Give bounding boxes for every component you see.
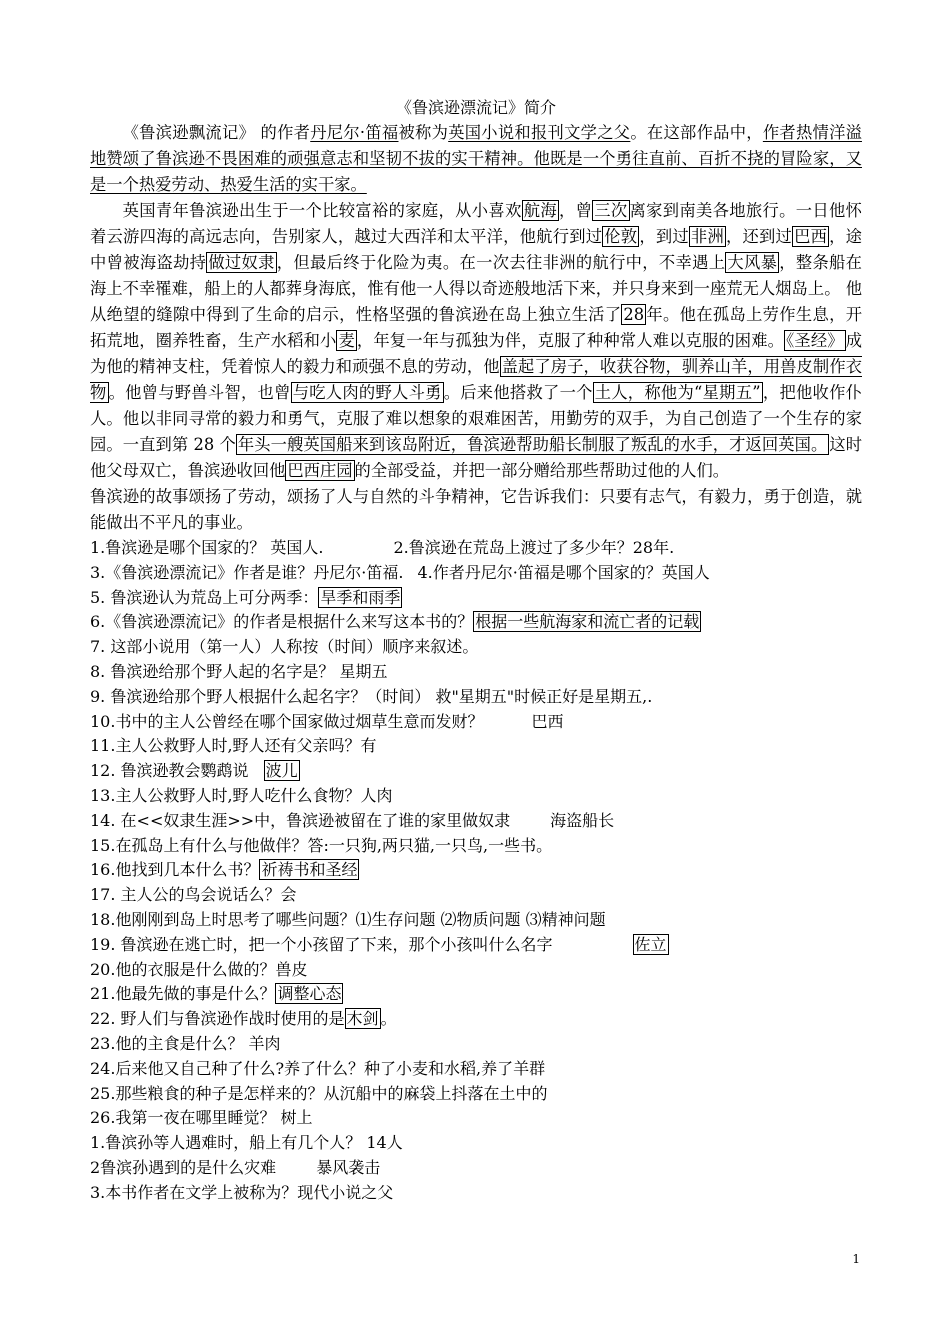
qa-line — [90, 1007, 862, 1032]
qa-text: 1.鲁滨孙等人遇难时，船上有几个人？ 14人 — [90, 1133, 403, 1153]
qa-text: 9. 鲁滨逊给那个野人根据什么起名字？（时间） 救"星期五"时候正好是星期五,. — [90, 686, 653, 706]
underlined-text: 英国小说和报刊文学之父 — [448, 123, 631, 142]
qa-line — [90, 759, 862, 784]
qa-line — [90, 610, 862, 635]
text: 《鲁滨逊飘流记》 的作者 — [122, 123, 311, 142]
text: 。在这部作品中， — [630, 123, 763, 142]
qa-boxed-answer: 旱季和雨季 — [320, 587, 401, 607]
qa-boxed-answer: 祈祷书和圣经 — [261, 860, 358, 880]
qa-line — [90, 561, 862, 586]
underlined-text: 丹尼尔·笛福 — [310, 123, 399, 142]
qa-text: 8. 鲁滨逊给那个野人起的名字是？ 星期五 — [90, 661, 388, 681]
qa-text: 25.那些粮食的种子是怎样来的？从沉船中的麻袋上抖落在土中的 — [90, 1083, 548, 1103]
text: ，曾 — [558, 201, 593, 220]
boxed-text: 土人，称他为“星期五” — [594, 383, 761, 402]
qa-text: 2鲁滨孙遇到的是什么灾难 — [90, 1157, 277, 1177]
qa-text: 15.在孤岛上有什么与他做伴？答:一只狗,两只猫,一只鸟,一些书。 — [90, 835, 553, 855]
underlined-text: 作者热情洋溢地赞颂了鲁滨逊不畏困难的顽强意志和坚韧不拔的实干精神。他既是一个勇往直前、百折不挠的冒险家，又是一个热爱劳动、热爱生活的实干家。 — [90, 123, 862, 194]
qa-line — [90, 908, 862, 933]
qa-text: 26.我第一夜在哪里睡觉？ 树上 — [90, 1108, 313, 1128]
text: 这时他父母双亡，鲁滨逊收回他 — [90, 435, 862, 480]
qa-line — [90, 1032, 862, 1057]
text: 年。他在孤岛上劳作生息，开拓荒地，圈养牲畜，生产水稻和小 — [90, 305, 862, 350]
boxed-text: 《圣经》 — [786, 331, 844, 350]
intro-paragraph-1 — [90, 120, 862, 198]
qa-line — [90, 784, 862, 809]
qa-text: 3.《鲁滨逊漂流记》作者是谁？丹尼尔·笛福. — [90, 562, 404, 582]
boxed-text: 与吃人肉的野人斗勇 — [292, 383, 442, 402]
qa-text: 暴风袭击 — [316, 1157, 381, 1177]
qa-text: 23.他的主食是什么？ 羊肉 — [90, 1033, 281, 1053]
text: ，但最后终于化险为夷。在一次去往非洲的航行中，不幸遇上 — [276, 253, 726, 272]
qa-line — [90, 834, 862, 859]
qa-text: 20.他的衣服是什么做的？兽皮 — [90, 959, 308, 979]
qa-text: 18.他刚刚到岛上时思考了哪些问题？⑴生存问题 ⑵物质问题 ⑶精神问题 — [90, 909, 606, 929]
qa-line — [90, 883, 862, 908]
qa-line — [90, 586, 862, 611]
qa-text: 13.主人公救野人时,野人吃什么食物？人肉 — [90, 785, 393, 805]
boxed-text: 28 — [623, 305, 645, 324]
qa-text: 6.《鲁滨逊漂流记》的作者是根据什么来写这本书的？ — [90, 612, 474, 632]
qa-text: 巴西 — [531, 711, 564, 731]
boxed-text: 伦敦 — [604, 227, 638, 246]
qa-line — [90, 1181, 862, 1206]
boxed-text: 做过奴隶 — [208, 253, 275, 272]
qa-text: 21.他最先做的事是什么？ — [90, 984, 276, 1004]
qa-line — [90, 1106, 862, 1131]
text: 英国青年鲁滨逊出生于一个比较富裕的家庭，从小喜欢 — [122, 201, 522, 220]
qa-text: 1.鲁滨逊是哪个国家的？ 英国人. — [90, 538, 324, 557]
qa-boxed-answer: 根据一些航海家和流亡者的记载 — [475, 612, 700, 632]
qa-line — [90, 536, 862, 561]
qa-line — [90, 660, 862, 685]
boxed-text: 大风暴 — [727, 253, 778, 272]
page-number: 1 — [852, 1252, 860, 1266]
qa-line — [90, 1057, 862, 1082]
intro-paragraph-3: 鲁滨逊的故事颂扬了劳动，颂扬了人与自然的斗争精神，它告诉我们：只要有志气，有毅力，勇于创造，就能做出不平凡的事业。 — [90, 487, 862, 532]
qa-line — [90, 958, 862, 983]
text: 。他曾与野兽斗智，也曾 — [108, 383, 291, 402]
qa-line — [90, 734, 862, 759]
text: 的全部受益，并把一部分赠给那些帮助过他的人们。 — [354, 461, 730, 480]
qa-text: 22. 野人们与鲁滨逊作战时使用的是 — [90, 1009, 345, 1029]
qa-text: 海盗船长 — [550, 810, 615, 830]
qa-line — [90, 710, 862, 735]
qa-boxed-answer: 木剑 — [346, 1009, 379, 1029]
qa-text: 12. 鲁滨逊教会鹦鹉说 — [90, 761, 254, 781]
page-title: 《鲁滨逊漂流记》简介 — [395, 98, 556, 117]
qa-line — [90, 685, 862, 710]
qa-line — [90, 1156, 862, 1181]
intro-paragraph-2 — [90, 198, 862, 484]
qa-text: 2.鲁滨逊在荒岛上渡过了多少年？28年. — [393, 538, 675, 557]
qa-text: 5. 鲁滨逊认为荒岛上可分两季： — [90, 587, 319, 607]
qa-text: 19. 鲁滨逊在逃亡时，把一个小孩留了下来，那个小孩叫什么名字 — [90, 934, 553, 954]
text: ，途中曾被海盗劫持 — [90, 227, 862, 272]
qa-text: 24.后来他又自己种了什么?养了什么？种了小麦和水稻,养了羊群 — [90, 1058, 546, 1078]
boxed-text: 巴西 — [794, 227, 828, 246]
qa-list — [90, 536, 862, 1206]
text: ，到过 — [639, 227, 689, 246]
text: 被称为 — [398, 123, 449, 142]
text: 成为他的精神支柱，凭着惊人的毅力和顽强不息的劳动，他 — [90, 331, 862, 376]
qa-text: 11.主人公救野人时,野人还有父亲吗？有 — [90, 736, 377, 756]
text: ，还到过 — [725, 227, 793, 246]
qa-line — [90, 809, 862, 834]
boxed-text: 三次 — [594, 201, 628, 220]
boxed-text: 航海 — [523, 201, 557, 220]
qa-boxed-answer: 佐立 — [634, 934, 667, 954]
qa-line — [90, 635, 862, 660]
qa-text: 14. 在<<奴隶生涯>>中，鲁滨逊被留在了谁的家里做奴隶 — [90, 810, 511, 830]
qa-text: 。 — [380, 1009, 397, 1029]
qa-text: 17. 主人公的鸟会说话么？会 — [90, 885, 297, 905]
qa-text: 3.本书作者在文学上被称为？现代小说之父 — [90, 1182, 394, 1202]
text: ，整条船在海上不幸罹难，船上的人都葬身海底，惟有他一人得以奇迹般地活下来，并只身来到一座荒无人烟岛上。 他从绝望的缝隙中得到了生命的启示，性格坚强的鲁滨逊在岛上独立生活了 — [90, 253, 862, 324]
text: 离家到南美各地旅行。一日他怀着云游四海的高远志向，告别家人，越过大西洋和太平洋，他航行到过 — [90, 201, 862, 246]
qa-line — [90, 1082, 862, 1107]
boxed-text: 盖起了房子，收获谷物，驯养山羊，用兽皮制作衣物 — [90, 357, 862, 402]
text: 。后来他搭救了一个 — [443, 383, 593, 402]
text: ，年复一年与孤独为伴，克服了种种常人难以克服的困难。 — [356, 331, 785, 350]
qa-text: 10.书中的主人公曾经在哪个国家做过烟草生意而发财？ — [90, 711, 484, 731]
qa-text: 7. 这部小说用（第一人）人称按（时间）顺序来叙述。 — [90, 637, 479, 657]
qa-line — [90, 1131, 862, 1156]
qa-boxed-answer: 波儿 — [265, 761, 298, 781]
boxed-text: 巴西庄园 — [287, 461, 353, 480]
qa-boxed-answer: 调整心态 — [277, 984, 342, 1004]
document-page — [90, 96, 862, 1206]
boxed-text: 年头一艘英国船来到该岛附近，鲁滨逊帮助船长制服了叛乱的水手，才返回英国。 — [237, 435, 828, 454]
boxed-text: 麦 — [338, 331, 355, 350]
qa-line — [90, 858, 862, 883]
qa-text: 4.作者丹尼尔·笛福是哪个国家的？英国人 — [417, 562, 710, 582]
qa-text: 16.他找到几本什么书？ — [90, 860, 260, 880]
boxed-text: 非洲 — [690, 227, 724, 246]
qa-line — [90, 933, 862, 958]
text: ，把他收作仆人。他以非同寻常的毅力和勇气，克服了难以想象的艰难困苦，用勤劳的双手，为自己创造了一个生存的家园。一直到第 28 个 — [90, 383, 862, 454]
qa-line — [90, 982, 862, 1007]
